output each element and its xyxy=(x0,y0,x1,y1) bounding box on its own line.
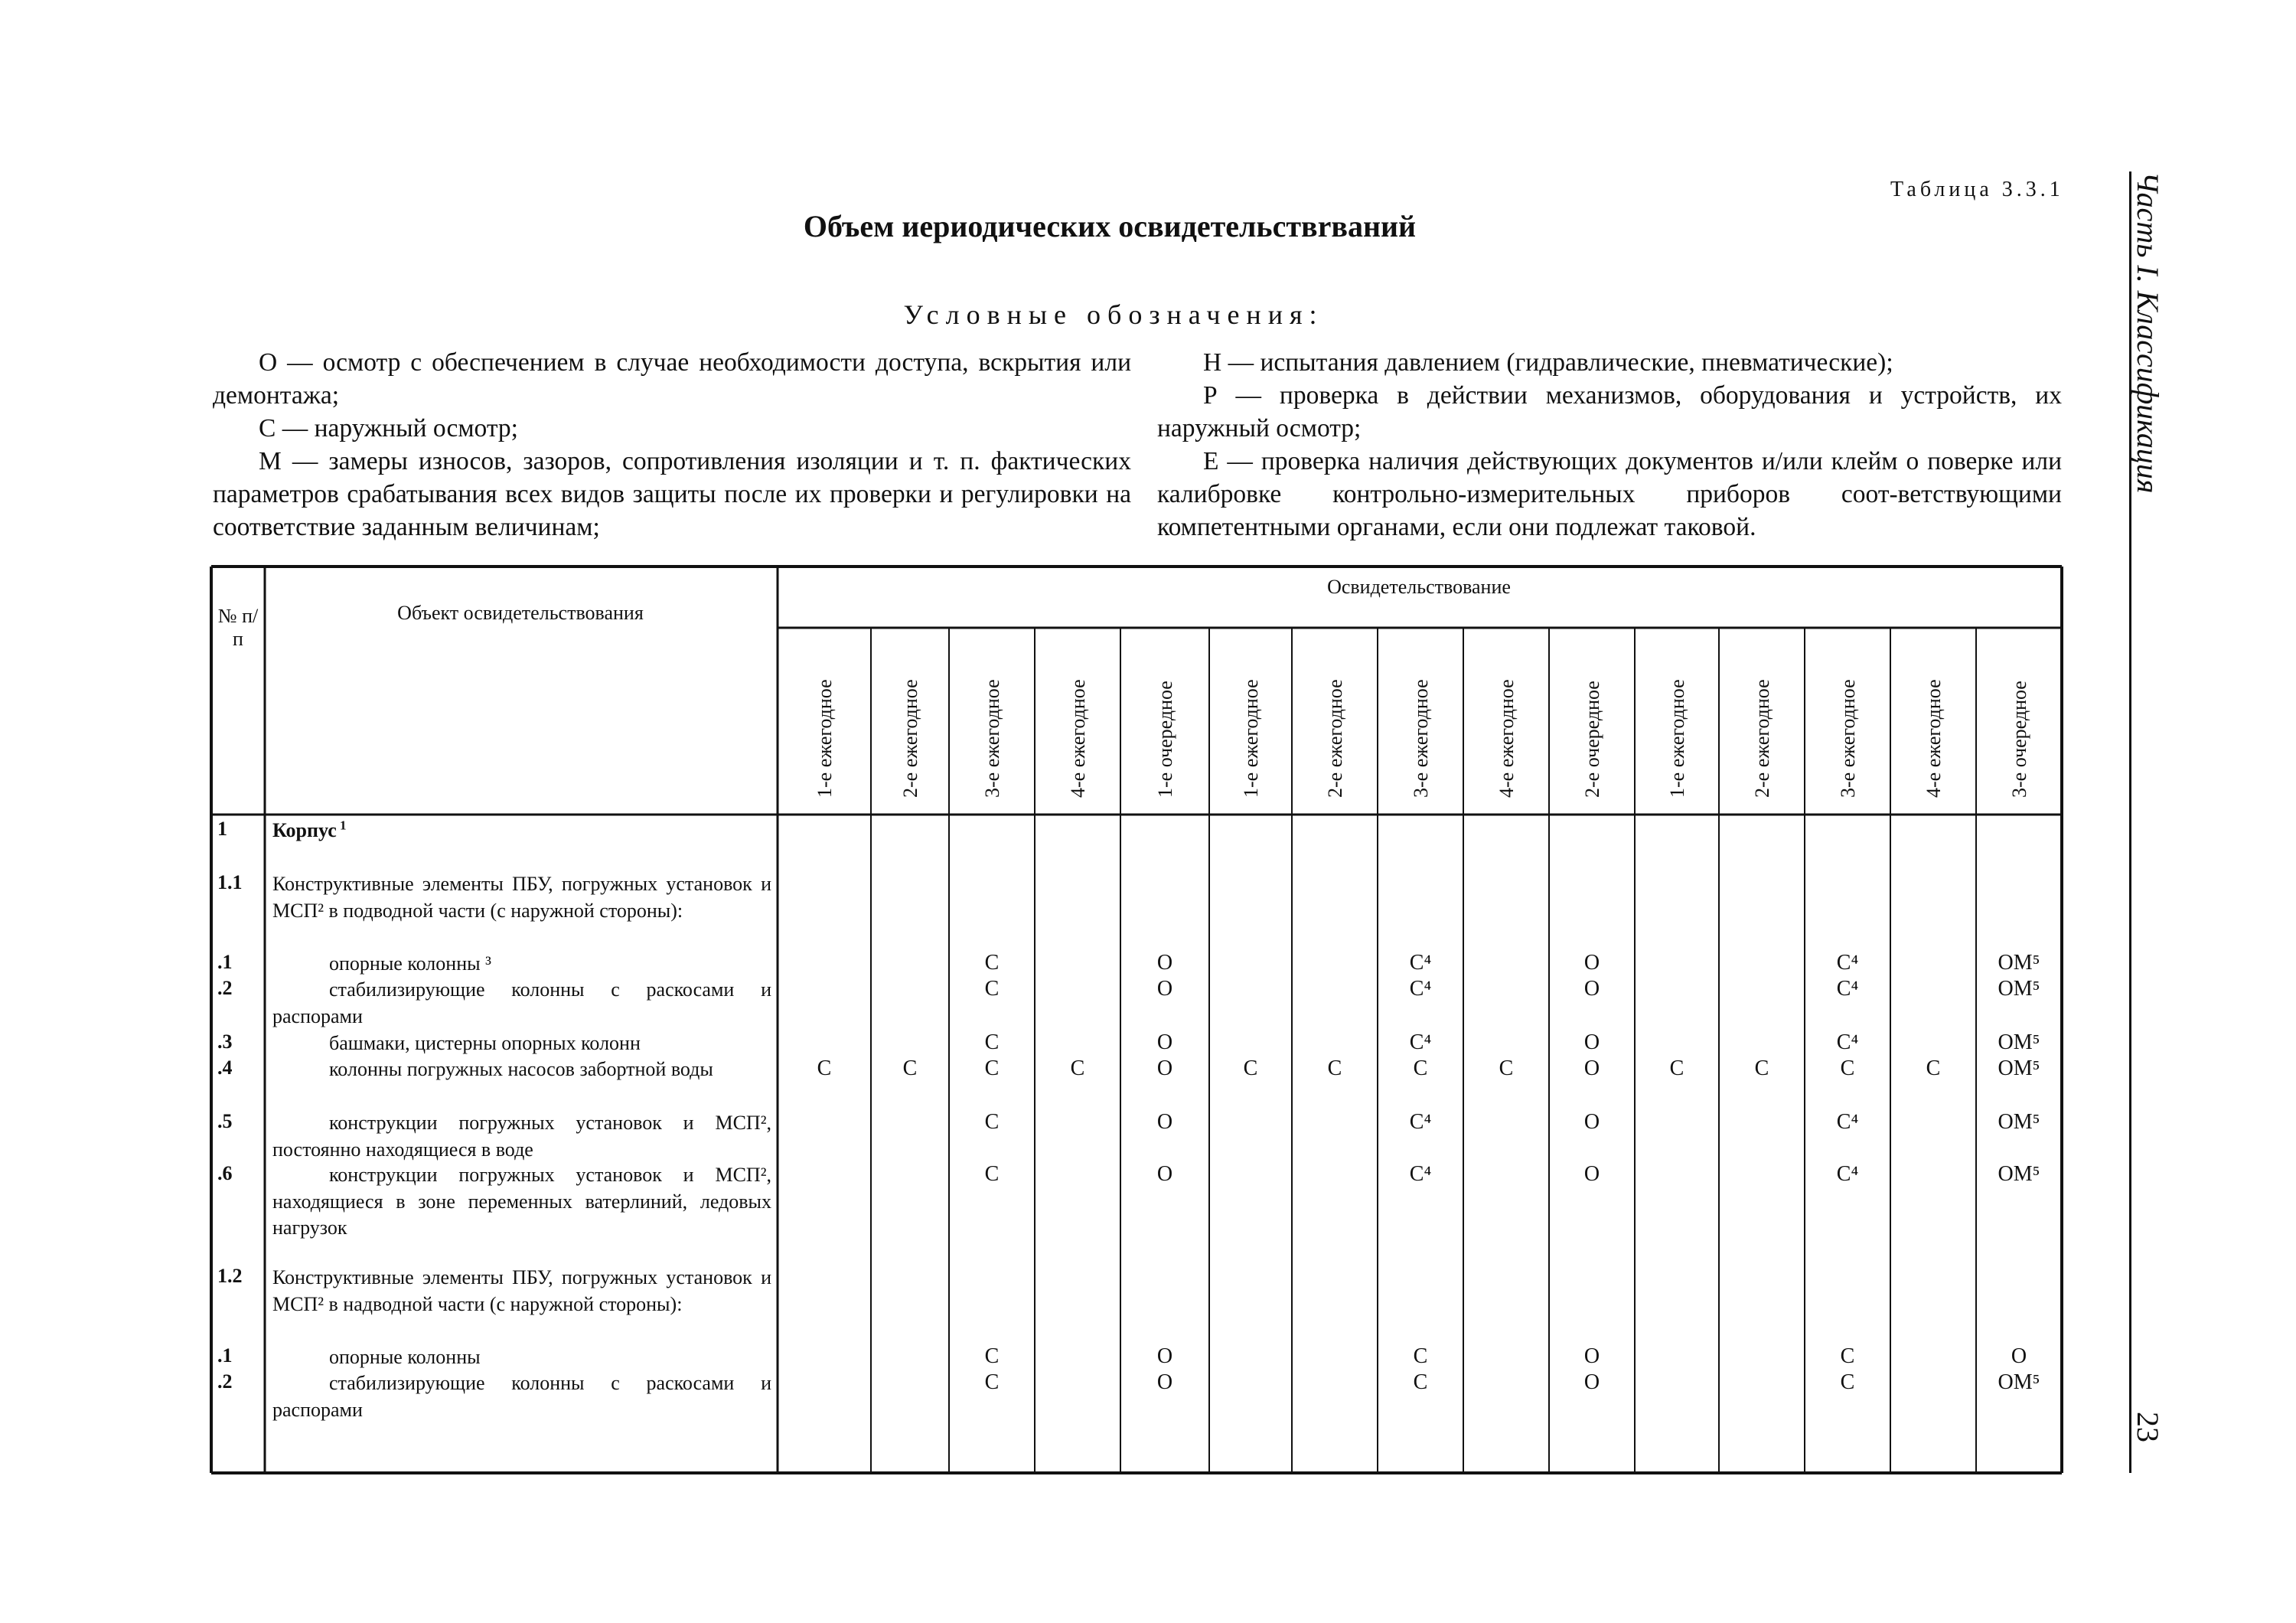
survey-mark: С⁴ xyxy=(1836,951,1859,975)
survey-mark: С xyxy=(1926,1056,1941,1080)
row-description: конструкции погружных установок и МСП², находящиеся в зоне переменных ватерлиний, ледовых нагрузок xyxy=(272,1164,771,1239)
row-number: 1 xyxy=(217,818,227,840)
survey-mark: С xyxy=(1327,1056,1342,1080)
survey-mark: С⁴ xyxy=(1836,1162,1859,1186)
row-description: опорные колонны xyxy=(329,1346,481,1368)
survey-mark: С xyxy=(1243,1056,1258,1080)
survey-column-header: 4-е ежегодное xyxy=(1067,679,1089,798)
survey-mark: С⁴ xyxy=(1409,1162,1432,1186)
row-description: Конструктивные элементы ПБУ, погружных установок и МСП² в подводной части (с наружной стороны): xyxy=(272,873,771,922)
survey-column-header: 1-е ежегодное xyxy=(1666,679,1688,798)
survey-mark: О xyxy=(1156,1344,1173,1368)
survey-column-header: 3-е ежегодное xyxy=(1410,679,1432,798)
row-number: .2 xyxy=(217,977,233,999)
row-number: .4 xyxy=(217,1056,233,1079)
survey-column-header: 2-е ежегодное xyxy=(1751,679,1773,798)
survey-mark: С xyxy=(984,1162,1000,1186)
survey-mark: С⁴ xyxy=(1409,977,1432,1001)
survey-mark: О xyxy=(1583,951,1600,975)
survey-mark: С xyxy=(984,1030,1000,1054)
survey-mark: О xyxy=(1583,1056,1600,1080)
survey-mark: О xyxy=(1583,1370,1600,1394)
legend-item-m: М — замеры износов, зазоров, сопротивления изоляции и т. п. фактических параметров срабатывания всех видов защиты после их проверки и регулировки на соответствие заданным величинам; xyxy=(213,447,1131,541)
row-description: колонны погружных насосов забортной воды xyxy=(329,1058,713,1080)
survey-mark: О xyxy=(1156,1370,1173,1394)
row-description: стабилизирующие колонны с раскосами и распорами xyxy=(272,1372,771,1421)
survey-column-header: 3-е ежегодное xyxy=(981,679,1003,798)
survey-mark: С⁴ xyxy=(1836,977,1859,1001)
row-description: стабилизирующие колонны с раскосами и распорами xyxy=(272,978,771,1027)
row-number: .2 xyxy=(217,1370,233,1393)
survey-column-header: 2-е ежегодное xyxy=(899,679,921,798)
row-description: Корпус $^1$ xyxy=(272,818,347,841)
survey-mark: С xyxy=(1669,1056,1684,1080)
survey-mark: О xyxy=(1156,1056,1173,1080)
header-col-survey: Освидетельствование xyxy=(1327,576,1511,598)
survey-mark: С⁴ xyxy=(1409,951,1432,975)
row-number: .5 xyxy=(217,1110,233,1132)
row-number: .3 xyxy=(217,1030,233,1053)
survey-mark: С xyxy=(1840,1056,1855,1080)
table-number-label: Таблица 3.3.1 xyxy=(1890,178,2064,201)
row-number: .6 xyxy=(217,1162,233,1184)
row-description: конструкции погружных установок и МСП², постоянно находящиеся в воде xyxy=(272,1112,771,1161)
side-header-text: Часть I. Классификация xyxy=(2131,171,2165,494)
survey-mark: С xyxy=(1413,1056,1428,1080)
survey-mark: С xyxy=(1499,1056,1514,1080)
survey-mark: С⁴ xyxy=(1409,1030,1432,1054)
survey-mark: ОМ⁵ xyxy=(1998,1370,2040,1394)
survey-mark: С xyxy=(1413,1370,1428,1394)
survey-mark: С xyxy=(984,1370,1000,1394)
survey-mark: О xyxy=(1156,1162,1173,1186)
survey-column-header: 2-е ежегодное xyxy=(1324,679,1346,798)
survey-mark: О xyxy=(1156,977,1173,1001)
survey-column-header: 1-е ежегодное xyxy=(1240,679,1262,798)
survey-mark: ОМ⁵ xyxy=(1998,1162,2040,1186)
survey-column-header: 2-е очередное xyxy=(1581,681,1603,798)
survey-column-header: 3-е ежегодное xyxy=(1837,679,1859,798)
survey-mark: С xyxy=(1070,1056,1085,1080)
legend-item-p: Р — проверка в действии механизмов, оборудования и устройств, их наружный осмотр; xyxy=(1157,381,2062,442)
row-number: 1.1 xyxy=(217,871,243,893)
survey-mark: С xyxy=(984,1056,1000,1080)
page-number: 23 xyxy=(2131,1412,2165,1442)
row-number: .1 xyxy=(217,951,233,973)
survey-mark: С xyxy=(1840,1344,1855,1368)
legend-item-o: О — осмотр с обеспечением в случае необходимости доступа, вскрытия или демонтажа; xyxy=(213,348,1131,410)
survey-mark: ОМ⁵ xyxy=(1998,1110,2040,1134)
survey-column-header: 3-е очередное xyxy=(2008,681,2030,798)
survey-column-header: 1-е очередное xyxy=(1154,681,1176,798)
survey-mark: С xyxy=(1413,1344,1428,1368)
survey-mark: О xyxy=(1583,1344,1600,1368)
survey-column-header: 4-е ежегодное xyxy=(1923,679,1945,798)
survey-mark: О xyxy=(2011,1344,2027,1368)
survey-mark: С xyxy=(984,951,1000,975)
survey-mark: С xyxy=(984,977,1000,1001)
legend-item-c: С — наружный осмотр; xyxy=(259,414,518,442)
survey-mark: С xyxy=(984,1344,1000,1368)
survey-column-header: 4-е ежегодное xyxy=(1495,679,1518,798)
survey-column-header: 1-е ежегодное xyxy=(814,679,836,798)
survey-mark: С⁴ xyxy=(1836,1110,1859,1134)
survey-mark: ОМ⁵ xyxy=(1998,951,2040,975)
row-description: опорные колонны ³ xyxy=(329,952,491,975)
survey-mark: ОМ⁵ xyxy=(1998,1056,2040,1080)
header-col-number: № п/п xyxy=(217,605,259,650)
legend-item-e: Е — проверка наличия действующих документов и/или клейм о поверке или калибровке контрольно-измерительных приборов соот-ветствующими компетентными органами, если они подлежат таковой. xyxy=(1157,447,2062,541)
survey-mark: О xyxy=(1583,977,1600,1001)
survey-mark: ОМ⁵ xyxy=(1998,977,2040,1001)
header-col-object: Объект освидетельствования xyxy=(397,602,644,624)
survey-mark: О xyxy=(1156,951,1173,975)
page-title: Объем иериодических освидетельствrваний xyxy=(803,209,1417,243)
survey-mark: С xyxy=(1754,1056,1769,1080)
survey-mark: О xyxy=(1583,1110,1600,1134)
row-description: Конструктивные элементы ПБУ, погружных установок и МСП² в надводной части (с наружной стороны): xyxy=(272,1266,771,1315)
survey-mark: О xyxy=(1156,1110,1173,1134)
survey-mark: ОМ⁵ xyxy=(1998,1030,2040,1054)
survey-mark: С xyxy=(902,1056,918,1080)
survey-mark: О xyxy=(1583,1030,1600,1054)
legend-item-h: Н — испытания давлением (гидравлические, пневматические); xyxy=(1203,348,1893,377)
row-number: .1 xyxy=(217,1344,233,1367)
row-number: 1.2 xyxy=(217,1265,243,1287)
legend-title: Условные обозначения: xyxy=(903,299,1324,330)
survey-mark: С xyxy=(1840,1370,1855,1394)
survey-mark: С xyxy=(817,1056,832,1080)
row-description: башмаки, цистерны опорных колонн xyxy=(329,1032,641,1054)
survey-mark: С xyxy=(984,1110,1000,1134)
survey-mark: С⁴ xyxy=(1836,1030,1859,1054)
survey-mark: О xyxy=(1156,1030,1173,1054)
survey-mark: О xyxy=(1583,1162,1600,1186)
survey-mark: С⁴ xyxy=(1409,1110,1432,1134)
